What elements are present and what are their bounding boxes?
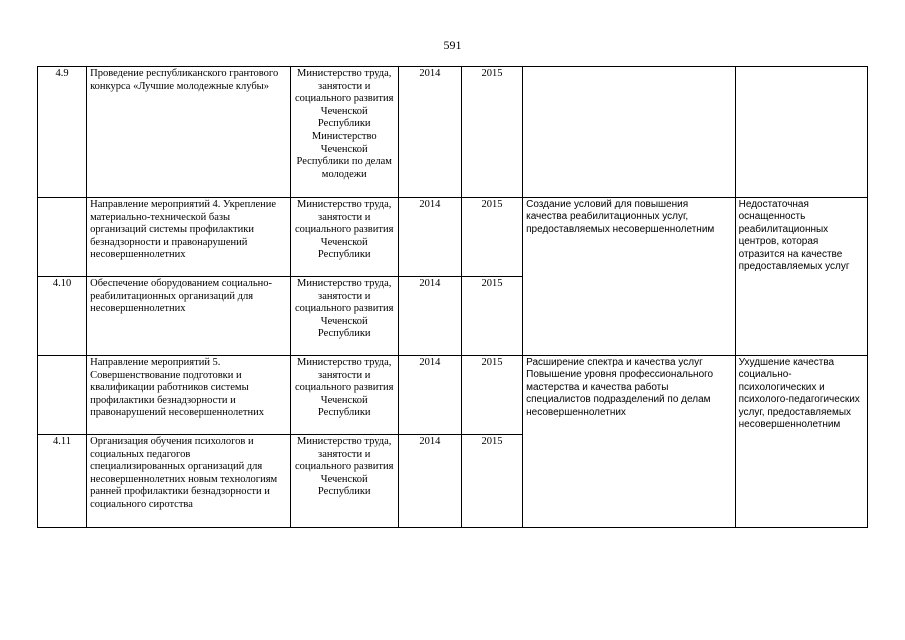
row-number: 4.11 (38, 435, 87, 528)
activity-cell: Организация обучения психологов и социальных педагогов специализированных организаций для несовершеннолетних новым технологиям ранней профилактики безнадзорности и социального сиротства (87, 435, 290, 528)
page-number: 591 (443, 38, 462, 52)
end-year-cell: 2015 (461, 435, 522, 528)
result-cell (523, 67, 736, 198)
end-year-cell: 2015 (461, 198, 522, 277)
row-number (38, 356, 87, 435)
start-year-cell: 2014 (398, 435, 461, 528)
table-row (38, 356, 868, 435)
table-row (38, 67, 868, 198)
result-cell: Создание условий для повышения качества реабилитационных услуг, предоставляемых несовершеннолетним (523, 198, 736, 356)
start-year-cell: 2014 (398, 356, 461, 435)
start-year-cell: 2014 (398, 277, 461, 356)
responsible-cell: Министерство труда, занятости и социального развития Чеченской Республики Министерство Чеченской Республики по делам молодежи (290, 67, 398, 198)
responsible-cell: Министерство труда, занятости и социального развития Чеченской Республики (290, 435, 398, 528)
row-number (38, 198, 87, 277)
risk-cell: Ухудшение качества социально-психологических и психолого-педагогических услуг, предоставляемых несовершеннолетним (735, 356, 867, 528)
start-year-cell: 2014 (398, 67, 461, 198)
responsible-cell: Министерство труда, занятости и социального развития Чеченской Республики (290, 277, 398, 356)
end-year-cell: 2015 (461, 356, 522, 435)
responsible-cell: Министерство труда, занятости и социального развития Чеченской Республики (290, 356, 398, 435)
activity-direction-cell: Направление мероприятий 4. Укрепление материально-технической базы организаций системы профилактики безнадзорности и правонарушений несовершеннолетних (87, 198, 290, 277)
row-number: 4.10 (38, 277, 87, 356)
risk-cell: Недостаточная оснащенность реабилитационных центров, которая отразится на качестве предоставляемых услуг (735, 198, 867, 356)
table-row (38, 198, 868, 277)
end-year-cell: 2015 (461, 277, 522, 356)
row-number: 4.9 (38, 67, 87, 198)
start-year-cell: 2014 (398, 198, 461, 277)
risk-cell (735, 67, 867, 198)
responsible-cell: Министерство труда, занятости и социального развития Чеченской Республики (290, 198, 398, 277)
activity-direction-cell: Направление мероприятий 5. Совершенствование подготовки и квалификации работников системы профилактики безнадзорности и правонарушений несовершеннолетних (87, 356, 290, 435)
result-cell: Расширение спектра и качества услуг Повышение уровня профессионального мастерства и качества работы специалистов подразделений по делам несовершеннолетних (523, 356, 736, 528)
activity-cell: Проведение республиканского грантового конкурса «Лучшие молодежные клубы» (87, 67, 290, 198)
activity-cell: Обеспечение оборудованием социально-реабилитационных организаций для несовершеннолетних (87, 277, 290, 356)
program-activities-table (37, 66, 868, 528)
end-year-cell: 2015 (461, 67, 522, 198)
